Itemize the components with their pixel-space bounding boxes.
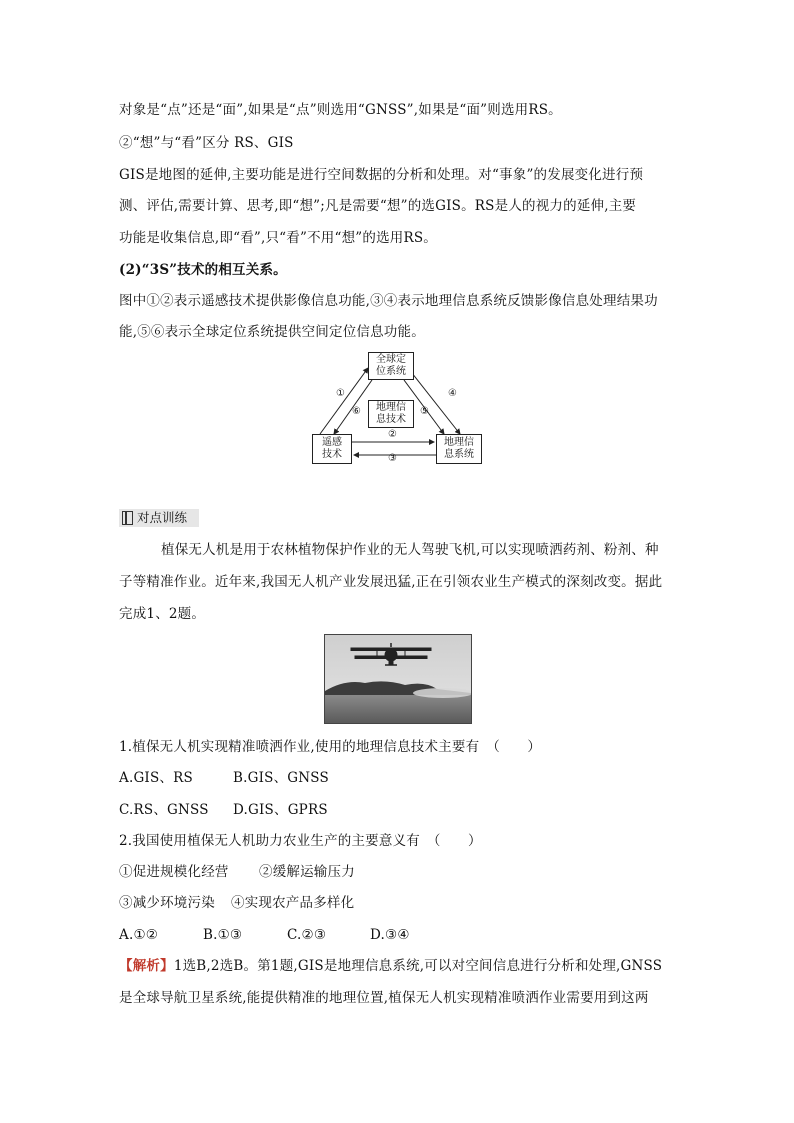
q2-statement-4: ④实现农产品多样化 (231, 895, 355, 911)
q2-statement-1: ①促进规模化经营 (119, 864, 229, 880)
intro-line: 植保无人机是用于农林植物保护作业的无人驾驶飞机,可以实现喷洒药剂、粉剂、种 (161, 542, 659, 558)
arrow-1 (320, 368, 368, 434)
crop-spraying-plane-photo (324, 634, 472, 724)
q1-option-a: A.GIS、RS (119, 770, 193, 786)
box-gis-line1: 地理信 (444, 437, 474, 448)
box-geo-info-tech-line1: 地理信 (376, 402, 406, 413)
box-rs (312, 434, 352, 464)
label-3: ③ (388, 453, 397, 464)
box-gnss-line2: 位系统 (376, 366, 406, 377)
box-gnss (368, 352, 414, 380)
intro-line: 子等精准作业。近年来,我国无人机产业发展迅猛,正在引领农业生产模式的深刻改变。据此 (119, 574, 663, 590)
q1-option-c: C.RS、GNSS (119, 802, 209, 818)
intro-line: 完成1、2题。 (119, 606, 206, 622)
q2-option-b: B.①③ (203, 927, 243, 943)
analysis-text-1: 1选B,2选B。第1题,GIS是地理信息系统,可以对空间信息进行分析和处理,GNSS (173, 958, 663, 974)
q2-statement-2: ②缓解运输压力 (259, 864, 355, 880)
question-1-stem: 1.植保无人机实现精准喷洒作业,使用的地理信息技术主要有 （ ） (119, 739, 542, 755)
paragraph-line: ②“想”与“看”区分 RS、GIS (119, 135, 294, 151)
arrow-4 (408, 368, 460, 434)
label-1: ① (336, 388, 345, 399)
3s-relationship-diagram (312, 352, 482, 464)
q1-option-b: B.GIS、GNSS (233, 770, 329, 786)
book-icon (122, 511, 133, 525)
analysis-line-2: 是全球导航卫星系统,能提供精准的地理位置,植保无人机实现精准喷洒作业需要用到这两 (119, 990, 649, 1006)
box-rs-line1: 遥感 (322, 437, 342, 448)
paragraph-line: 能,⑤⑥表示全球定位系统提供空间定位信息功能。 (119, 324, 425, 340)
q2-option-d: D.③④ (370, 927, 410, 943)
paragraph-line: 对象是“点”还是“面”,如果是“点”则选用“GNSS”,如果是“面”则选用RS。 (119, 102, 562, 118)
q2-option-c: C.②③ (287, 927, 327, 943)
box-gnss-line1: 全球定 (376, 354, 406, 365)
section-tag-label: 对点训练 (137, 510, 188, 525)
subheading: (2)“3S”技术的相互关系。 (119, 262, 287, 278)
q2-option-a: A.①② (119, 927, 159, 943)
plane-photo-graphic (325, 635, 471, 723)
box-geo-info-tech-line2: 息技术 (376, 414, 406, 425)
box-gis (436, 434, 482, 464)
q1-option-d: D.GIS、GPRS (233, 802, 328, 818)
paragraph-line: GIS是地图的延伸,主要功能是进行空间数据的分析和处理。对“事象”的发展变化进行预 (119, 167, 644, 183)
box-geo-info-tech (368, 400, 414, 428)
analysis-tag: 【解析】 (119, 958, 174, 974)
paragraph-line: 功能是收集信息,即“看”,只“看”不用“想”的选用RS。 (119, 230, 438, 246)
q2-statement-3: ③减少环境污染 (119, 895, 215, 911)
label-4: ④ (448, 388, 457, 399)
section-tag (119, 509, 199, 527)
paragraph-line: 测、评估,需要计算、思考,即“想”;凡是需要“想”的选GIS。RS是人的视力的延伸,主要 (119, 198, 637, 214)
label-5: ⑤ (420, 406, 429, 417)
box-gis-line2: 息系统 (444, 449, 474, 460)
box-rs-line2: 技术 (322, 449, 342, 460)
analysis-line-1 (119, 956, 662, 976)
paragraph-line: 图中①②表示遥感技术提供影像信息功能,③④表示地理信息系统反馈影像信息处理结果功 (119, 293, 658, 309)
question-2-stem: 2.我国使用植保无人机助力农业生产的主要意义有 （ ） (119, 833, 482, 849)
label-6: ⑥ (352, 406, 361, 417)
label-2: ② (388, 429, 397, 440)
